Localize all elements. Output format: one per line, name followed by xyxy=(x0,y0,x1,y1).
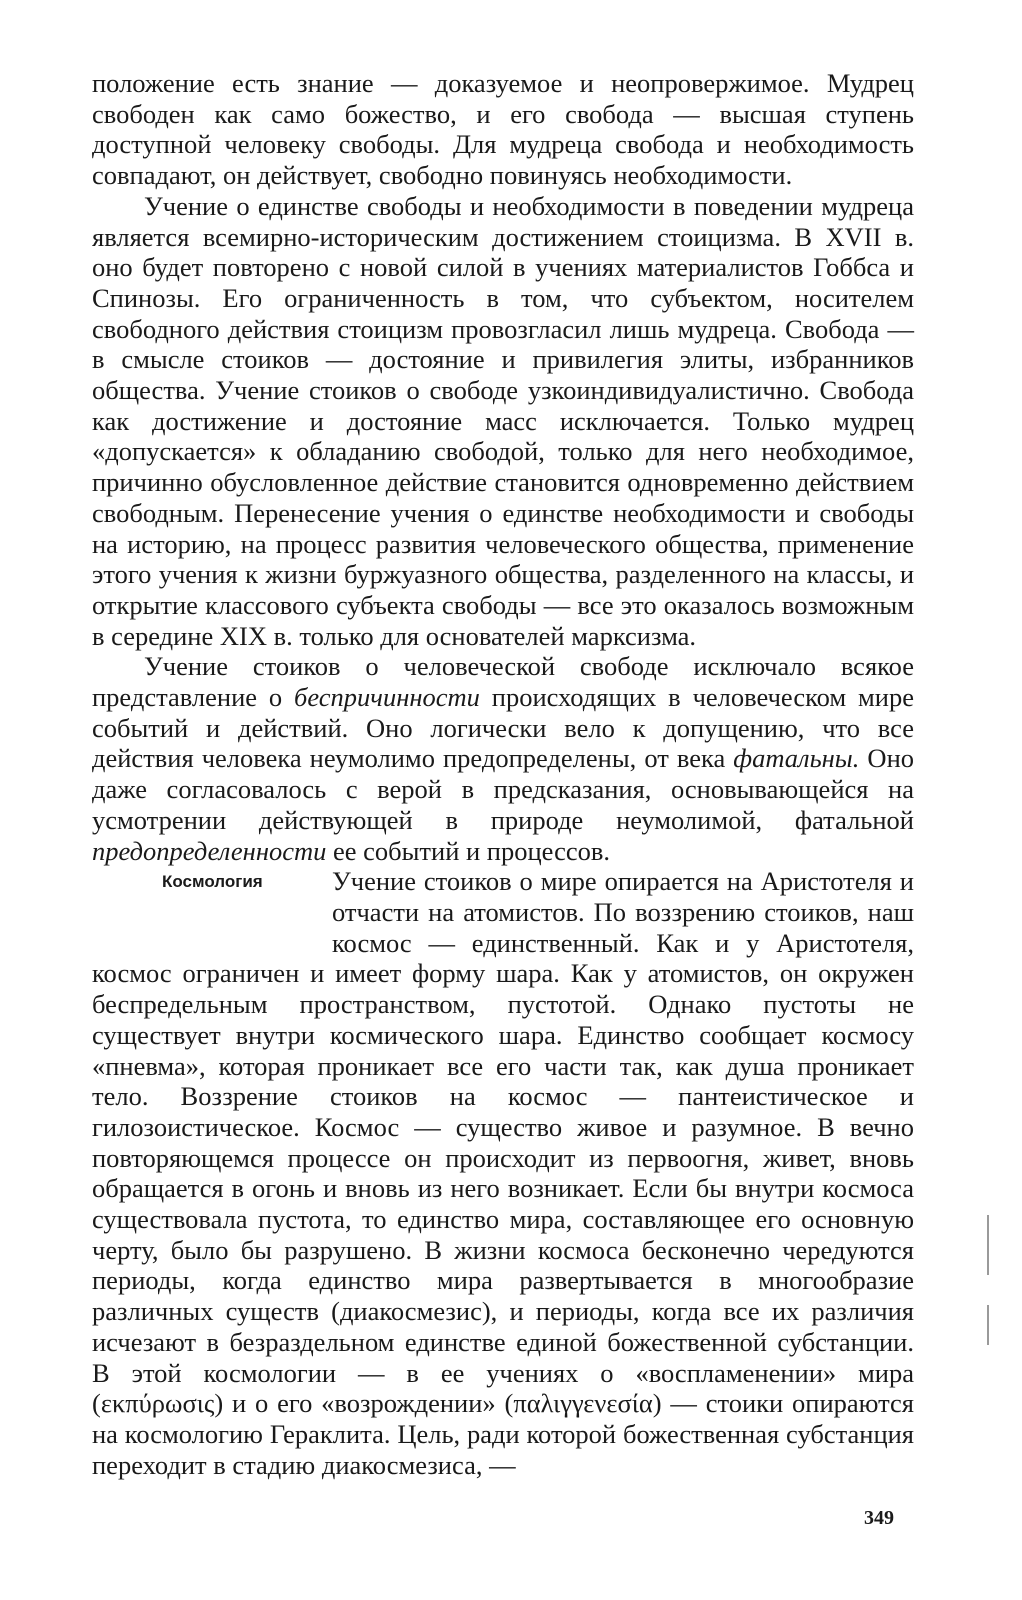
page-number: 349 xyxy=(864,1507,894,1529)
margin-mark xyxy=(987,1305,989,1345)
emphasis-fatalny: фатальны. xyxy=(733,743,860,774)
emphasis-bespri: беспричинности xyxy=(294,682,480,713)
paragraph-3-part-g: ее событий и процессов. xyxy=(326,835,611,866)
paragraph-1: положение есть знание — доказуемое и неопровержимое. Мудрец свободен как само божество, и его свобода — высшая ступень доступной человеку свободы. Для мудреца свобода и необходимость совпадают, он действует, свободно повинуясь необходимости. xyxy=(92,68,914,191)
paragraph-3-part-c: происходящих в человеческом мире событий и действий. Оно логически вело к допущению, что все действия человека неумолимо предопределены, от века xyxy=(92,682,914,774)
margin-heading-cosmology: Космология xyxy=(162,872,263,892)
paragraph-4: Учение стоиков о мире опирается на Аристотеля и отчасти на атомистов. По воззрению стоиков, наш космос — единственный. Как и у Аристотеля, космос ограничен и имеет форму шара. Как у атомистов, он окружен беспредельным пространством, пустотой. Однако пустоты не существует внутри космического шара. Единство сообщает космосу «пневма», которая проникает все его части так, как душа проникает тело. Воззрение стоиков на космос — пантеистическое и гилозоистическое. Космос — существо живое и разумное. В вечно повторяющемся процессе он происходит из первоогня, живет, вновь обращается в огонь и вновь из него возникает. Если бы внутри космоса существовала пустота, то единство мира, составляющее его основную черту, было бы разрушено. В жизни космоса бесконечно чередуются периоды, когда единство мира развертывается в многообразие различных существ (диакосмезис), и периоды, когда все их различия исчезают в безраздельном единстве единой божественной субстанции. В этой космологии — в ее учениях о «воспламенении» мира (εκπύρωσις) и о его «возрождении» (παλιγγενεσία) — стоики опираются на космологию Гераклита. Цель, ради которой божественная субстанция переходит в стадию диакосмезиса, — xyxy=(92,866,914,1480)
paragraph-3-part-a: Учение стоиков о человеческой свободе исключало всякое представление о xyxy=(92,651,914,713)
body-text xyxy=(92,68,914,1480)
paragraph-3-part-e: Оно даже согласовалось с верой в предсказания, основывающейся на усмотрении действующей в природе неумолимой, фатальной xyxy=(92,743,914,835)
margin-mark xyxy=(987,1215,989,1275)
paragraph-3 xyxy=(92,651,914,866)
emphasis-predopred: предопределенности xyxy=(92,835,327,866)
paragraph-2: Учение о единстве свободы и необходимости в поведении мудреца является всемирно-историческим достижением стоицизма. В XVII в. оно будет повторено с новой силой в учениях материалистов Гоббса и Спинозы. Его ограниченность в том, что субъектом, носителем свободного действия стоицизм провозгласил лишь мудреца. Свобода — в смысле стоиков — достояние и привилегия элиты, избранников общества. Учение стоиков о свободе узкоиндивидуалистично. Свобода как достижение и достояние масс исключается. Только мудрец «допускается» к обладанию свободой, только для него необходимое, причинно обусловленное действие становится одновременно действием свободным. Перенесение учения о единстве необходимости и свободы на историю, на процесс развития человеческого общества, применение этого учения к жизни буржуазного общества, разделенного на классы, и открытие классового субъекта свободы — все это оказалось возможным в середине XIX в. только для основателей марксизма. xyxy=(92,190,914,651)
